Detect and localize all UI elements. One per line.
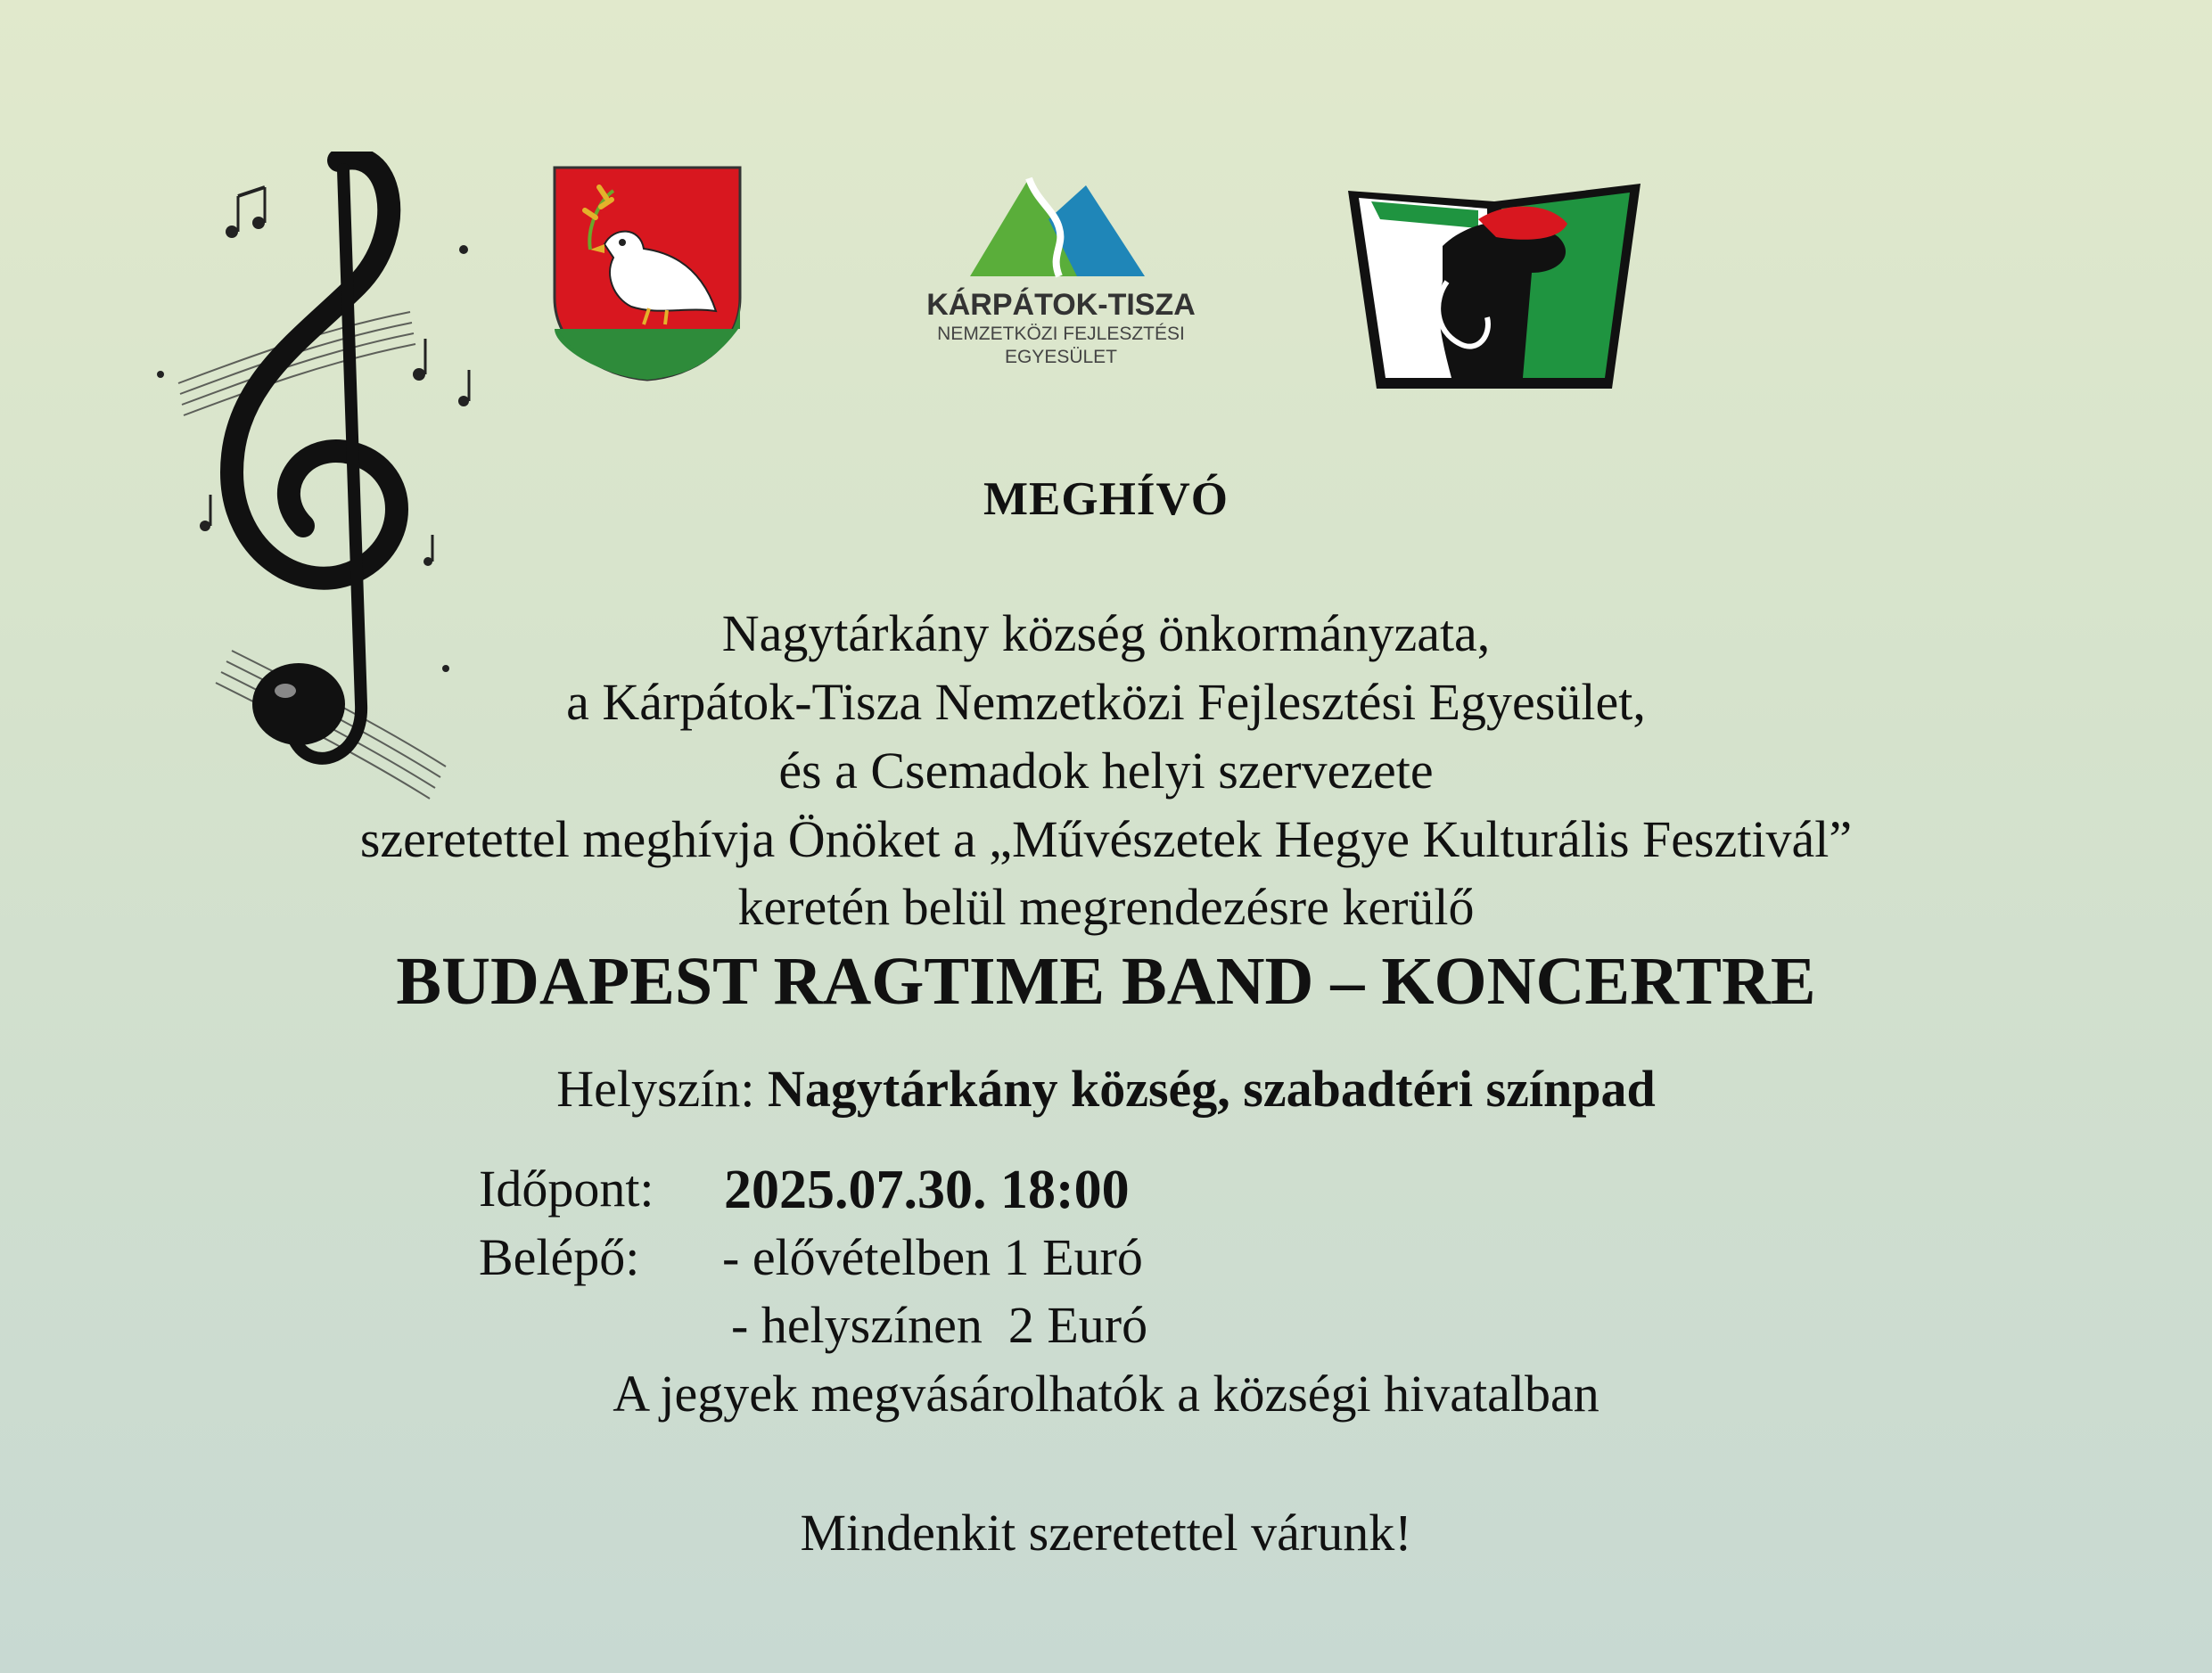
intro-line: és a Csemadok helyi szervezete bbox=[778, 742, 1434, 800]
fee-presale: - elővételben 1 Euró bbox=[722, 1228, 1143, 1286]
location-line bbox=[0, 1059, 2212, 1119]
karpatok-tisza-subtitle-1: NEMZETKÖZI FEJLESZTÉSI bbox=[937, 324, 1185, 344]
time-label: Időpont: bbox=[479, 1160, 654, 1218]
time-value: 2025.07.30. 18:00 bbox=[724, 1160, 1130, 1220]
coat-of-arms-icon bbox=[551, 164, 744, 383]
intro-line: Nagytárkány község önkormányzata, bbox=[721, 604, 1491, 662]
welcome-message: Mindenkit szeretettel várunk! bbox=[800, 1504, 1412, 1562]
fee-onsite: - helyszínen 2 Euró bbox=[731, 1296, 1148, 1354]
intro-line: szeretettel meghívja Önöket a „Művészetek Hegye Kulturális Fesztivál” bbox=[359, 810, 1853, 868]
location-value: Nagytárkány község, szabadtéri színpad bbox=[768, 1060, 1656, 1118]
csemadok-book-icon bbox=[1344, 175, 1644, 392]
fee-label: Belépő: bbox=[479, 1228, 640, 1286]
location-label: Helyszín: bbox=[556, 1060, 769, 1118]
karpatok-tisza-name: KÁRPÁTOK-TISZA bbox=[926, 288, 1196, 322]
intro-line: keretén belül megrendezésre kerülő bbox=[737, 878, 1475, 936]
karpatok-tisza-mountain-icon bbox=[970, 175, 1148, 278]
karpatok-tisza-subtitle-2: EGYESÜLET bbox=[1004, 347, 1118, 367]
concert-headline: BUDAPEST RAGTIME BAND – KONCERTRE bbox=[396, 944, 1816, 1019]
invitation-title: MEGHÍVÓ bbox=[983, 473, 1229, 525]
intro-line: a Kárpátok-Tisza Nemzetközi Fejlesztési Egyesület, bbox=[566, 673, 1646, 731]
tickets-info: A jegyek megvásárolhatók a községi hivatalban bbox=[613, 1365, 1599, 1423]
